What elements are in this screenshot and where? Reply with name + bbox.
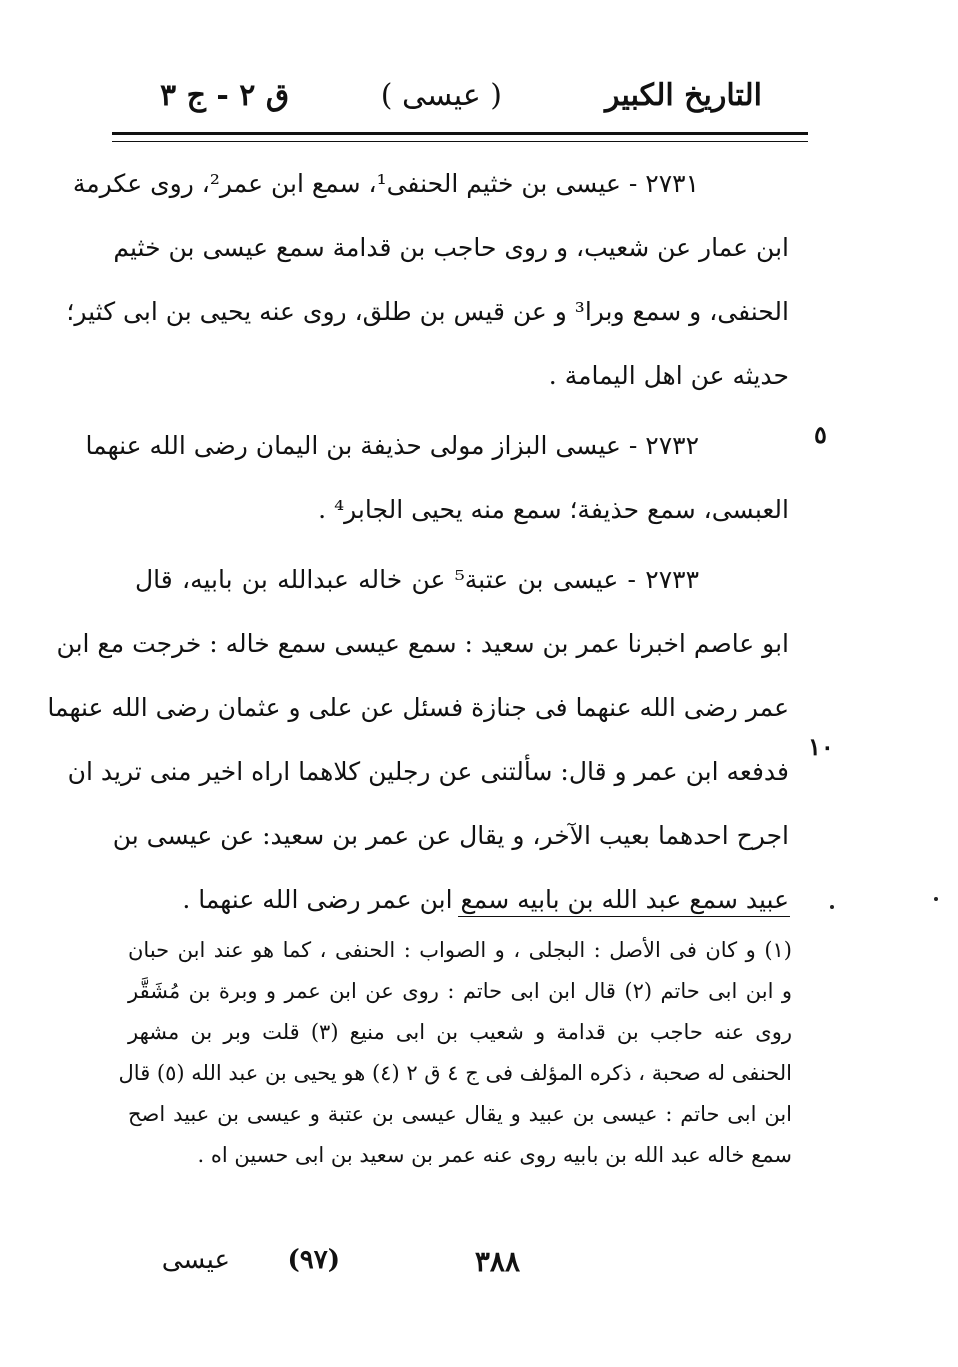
margin-line-number: ١٠ (808, 732, 834, 761)
footnote-line: (١) و كان فى الأصل : البجلى ، و الصواب : الحنفى ، كما هو عند ابن حبان (128, 938, 792, 962)
text-line: ٢٧٣٣ - عيسى بن عتبة⁵ عن خاله عبدالله بن بابيه، قال (135, 565, 699, 594)
book-title: التاريخ الكبير (604, 78, 762, 113)
text-line: اجرح احدهما بعيب الآخر، و يقال عن عمر بن سعيد: عن عيسى بن (112, 821, 789, 850)
footnote-line: و ابن ابى حاتم (٢) قال ابن ابى حاتم : روى عن ابن عمر و وبرة بن مُشَقَّر (128, 979, 793, 1003)
text-line: عبيد سمع عبد الله بن بابيه سمع ابن عمر رضى الله عنهما . (182, 885, 789, 914)
footnote-line: روى عنه حاجب بن قدامة و شعيب بن ابى منيع (٣) قلت وبر بن مشهر (128, 1020, 792, 1044)
footnote-line: سمع خاله عبد الله بن بابيه روى عنه عمر بن سعيد بن ابى حسين اه . (197, 1143, 792, 1167)
page-footer (160, 1245, 520, 1289)
header-rule-thin (112, 141, 808, 142)
text-line: الحنفى، و سمع وبرا³ و عن قيس بن طلق، روى عنه يحيى بن ابى كثير؛ (66, 297, 789, 326)
volume-reference: ق ٢ - ج ٣ (160, 78, 290, 113)
text-line: ٢٧٣٢ - عيسى البزاز مولى حذيفة بن اليمان رضى الله عنهما (85, 431, 699, 460)
text-line: ٢٧٣١ - عيسى بن خثيم الحنفى¹، سمع ابن عمر²، روى عكرمة (72, 169, 699, 198)
text-line: عمر رضى الله عنهما فى جنازة فسئل عن على و عثمان رضى الله عنهما (47, 693, 789, 722)
text-line: حديثه عن اهل اليمامة . (548, 361, 789, 390)
footnote-separator (458, 916, 790, 917)
print-speck (830, 905, 834, 909)
text-line: ابن عمار عن شعيب، و روى حاجب بن قدامة سمع عيسى بن خثيم (113, 233, 789, 262)
print-speck (934, 897, 938, 901)
section-number: (٩٧) (287, 1245, 340, 1275)
footnote-line: الحنفى له صحبة ، ذكره المؤلف فى ج ٤ ق ٢ (٤) هو يحيى بن عبد الله (٥) قال (118, 1061, 792, 1085)
text-line: العبسى، سمع حذيفة؛ سمع منه يحيى الجابر⁴ . (318, 495, 789, 524)
footnote-line: ابن ابى حاتم : عيسى بن عبيد و يقال عيسى بن عتبة و عيسى بن عبيد اصح (128, 1102, 792, 1126)
margin-line-number: ٥ (814, 420, 827, 449)
text-line: فدفعه ابن عمر و قال: سألتنى عن رجلين كلاهما اراه اخير منى تريد ان (67, 757, 789, 786)
footnotes (118, 930, 793, 1176)
footer-catchword: عيسى (161, 1245, 230, 1275)
page-number: ٣٨٨ (474, 1245, 520, 1278)
section-heading: ( عيسى ) (380, 78, 502, 113)
text-line: ابو عاصم اخبرنا عمر بن سعيد : سمع عيسى سمع خاله : خرجت مع ابن (56, 629, 789, 658)
header-rule-thick (112, 132, 808, 135)
main-text (47, 152, 789, 932)
running-header (130, 78, 770, 128)
